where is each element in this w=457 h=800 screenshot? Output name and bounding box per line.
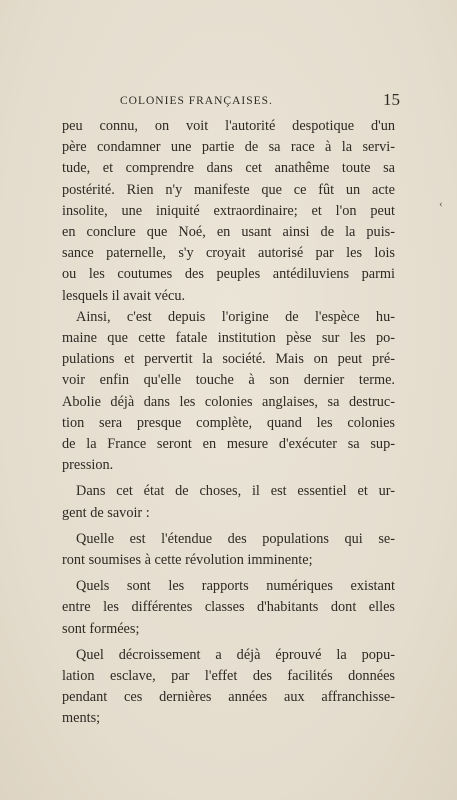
body-text — [62, 116, 395, 730]
paragraph-p1 — [62, 116, 395, 307]
text-line: insolite, une iniquité extraordinaire; et l'on peut — [62, 202, 395, 219]
text-line: pression. — [62, 457, 114, 474]
text-line: pendant ces dernières années aux affranchisse- — [62, 689, 395, 706]
text-line: en conclure que Noé, en usant ainsi de la puis- — [62, 224, 395, 241]
text-line: sance paternelle, s'y croyait autorisé par les lois — [62, 245, 395, 262]
text-line: Ainsi, c'est depuis l'origine de l'espèce hu- — [76, 308, 395, 325]
text-line: tion sera presque complète, quand les colonies — [62, 414, 395, 431]
paragraph-p3 — [62, 481, 395, 523]
text-line: tude, et comprendre dans cet anathême toute sa — [62, 160, 395, 177]
text-line: lation esclave, par l'effet des facilités données — [62, 668, 395, 685]
text-line: voir enfin qu'elle touche à son dernier terme. — [62, 372, 395, 389]
text-line: Abolie déjà dans les colonies anglaises, sa destruc- — [62, 393, 395, 410]
text-line: entre les différentes classes d'habitants dont elles — [62, 599, 395, 616]
text-line: sont formées; — [62, 620, 140, 637]
paragraph-p6 — [62, 645, 395, 730]
text-line: Dans cet état de choses, il est essentiel et ur- — [76, 483, 395, 500]
text-line: lesquels il avait vécu. — [62, 287, 186, 304]
paragraph-p4 — [62, 529, 395, 571]
page-number: 15 — [383, 90, 400, 109]
text-line: Quelle est l'étendue des populations qui se- — [76, 530, 395, 547]
paragraph-p5 — [62, 576, 395, 640]
text-line: peu connu, on voit l'autorité despotique d'un — [62, 118, 395, 134]
text-line: postérité. Rien n'y manifeste que ce fût un acte — [62, 181, 395, 198]
text-line: de la France seront en mesure d'exécuter sa sup- — [62, 436, 395, 453]
paragraph-p2 — [62, 307, 395, 477]
text-line: ou les coutumes des peuples antédiluviens parmi — [62, 266, 395, 283]
running-title: COLONIES FRANÇAISES. — [120, 95, 273, 107]
page-header — [62, 92, 400, 114]
text-line: pulations et pervertit la société. Mais on peut pré- — [62, 351, 395, 368]
margin-mark: ‹ — [439, 198, 443, 210]
text-line: père condamner une partie de sa race à la servi- — [62, 139, 395, 156]
text-line: Quels sont les rapports numériques existant — [76, 578, 395, 595]
text-line: ront soumises à cette révolution imminente; — [62, 552, 313, 569]
text-line: ments; — [62, 710, 101, 727]
text-line: gent de savoir : — [62, 504, 150, 521]
text-line: Quel décroissement a déjà éprouvé la popu- — [76, 646, 395, 663]
text-line: maine que cette fatale institution pèse sur les po- — [62, 330, 395, 347]
